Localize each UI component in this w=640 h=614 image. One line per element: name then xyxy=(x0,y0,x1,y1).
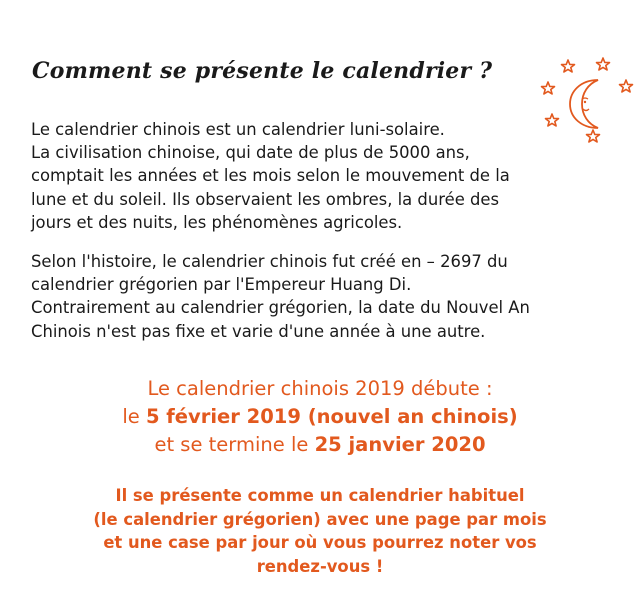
end-date: 25 janvier 2020 xyxy=(314,433,486,456)
intro-line: La civilisation chinoise, qui date de plus de 5000 ans, xyxy=(31,143,470,163)
end-prefix: et se termine le xyxy=(154,433,315,456)
intro-line: Le calendrier chinois est un calendrier luni-solaire. xyxy=(31,120,445,139)
note-line: Il se présente comme un calendrier habituel xyxy=(115,486,525,505)
note-line: rendez-vous ! xyxy=(256,556,384,576)
history-line: Chinois n'est pas fixe et varie d'une année à une autre. xyxy=(31,321,486,341)
history-paragraph xyxy=(31,250,530,343)
intro-line: comptait les années et les mois selon le mouvement de la xyxy=(31,166,510,186)
history-line: Contrairement au calendrier grégorien, la date du Nouvel An xyxy=(31,298,530,318)
calendar-format-note xyxy=(0,484,640,578)
begin-prefix: le xyxy=(122,405,146,428)
highlight-line-begin-date xyxy=(0,403,640,431)
begin-date: 5 février 2019 (nouvel an chinois) xyxy=(145,405,518,428)
page-heading: Comment se présente le calendrier ? xyxy=(32,58,493,84)
moon-and-stars-icon xyxy=(538,52,638,152)
calendar-dates-highlight xyxy=(0,375,640,459)
intro-paragraph xyxy=(31,118,510,234)
highlight-line-start: Le calendrier chinois 2019 débute : xyxy=(147,377,493,400)
history-line: Selon l'histoire, le calendrier chinois fut créé en – 2697 du xyxy=(31,252,508,271)
note-line: et une case par jour où vous pourrez noter vos xyxy=(103,533,537,552)
intro-line: jours et des nuits, les phénomènes agricoles. xyxy=(31,212,403,232)
highlight-line-end-date xyxy=(0,431,640,459)
history-line: calendrier grégorien par l'Empereur Huang Di. xyxy=(31,275,412,295)
note-line: (le calendrier grégorien) avec une page par mois xyxy=(93,509,547,529)
intro-line: lune et du soleil. Ils observaient les ombres, la durée des xyxy=(31,189,500,209)
